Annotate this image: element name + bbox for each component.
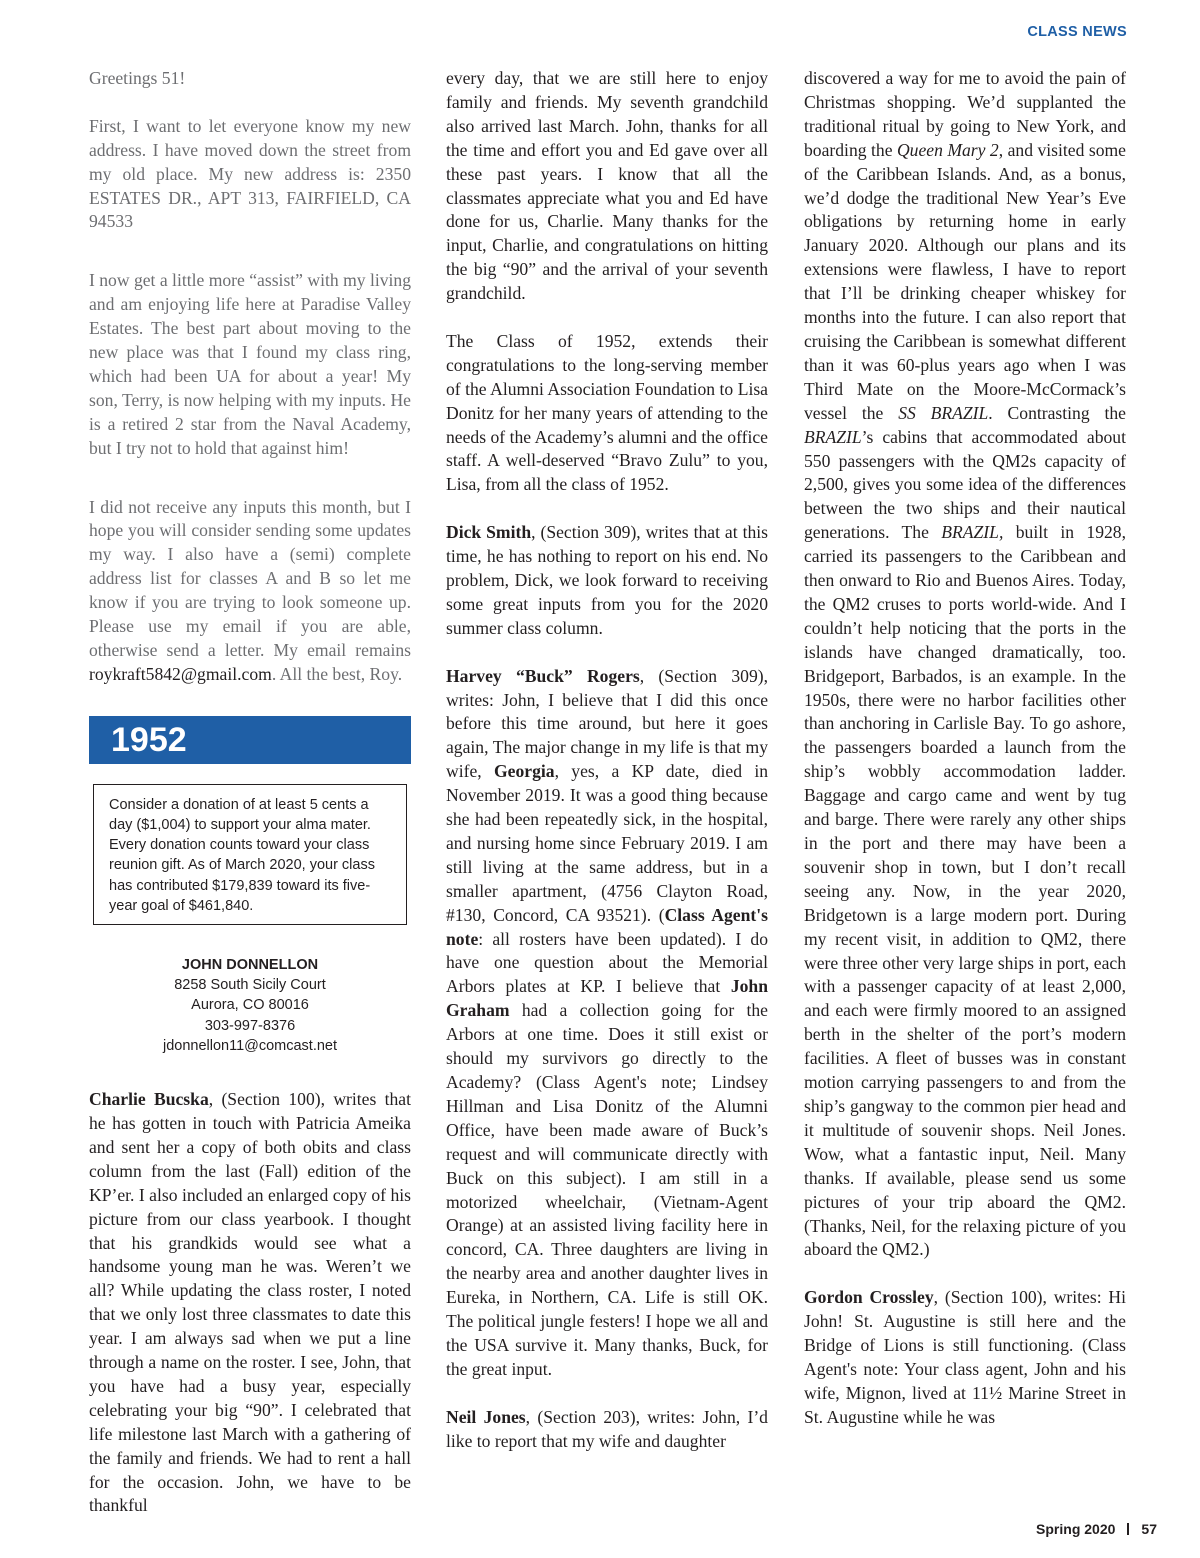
inputs-paragraph [89, 496, 411, 687]
class-year-banner: 1952 [89, 716, 411, 764]
ss-brazil-title: SS BRAZIL [898, 402, 989, 423]
issue-label: Spring 2020 [1036, 1521, 1116, 1537]
column-1 [89, 67, 411, 1518]
queen-mary-title: Queen Mary 2 [896, 139, 999, 160]
agent-email[interactable]: jdonnellon11@comcast.net [162, 1037, 338, 1054]
brazil-title-2: BRAZIL, [941, 522, 1004, 543]
harvey-text-b: , yes, a KP date, died in November 2019. It was a good thing because she had been repeatedly sick, in the hospital, and nursing home since February 2019. I am still living at the same address, but in a smaller apartment, (4756 Clayton Road, #130, Concord, CA 93521). ( [446, 761, 769, 925]
gordon-name: Gordon Crossley [804, 1287, 934, 1308]
agent-phone: 303-997-8376 [204, 1017, 296, 1034]
harvey-text-a: , (Section 309), writes: John, I believe that I did this once before this time around, but here it goes again, The major change in my life is that my wife, [446, 665, 768, 782]
inputs-closing: . All the best, Roy. [271, 663, 403, 684]
agent-note-label: Class Agent's note [446, 904, 768, 949]
gordon-paragraph [804, 1286, 1126, 1429]
gordon-text: , (Section 100), writes: Hi John! St. Augustine is still here and the Bridge of Lions is still functioning. (Class Agent's note: Your class agent, John and his wife, Mignon, lived at 11½ Marine Street in St. Augustine while he was [804, 1287, 1126, 1427]
neil-text-b: , and visited some of the Caribbean Islands. And, as a bonus, we’d dodge the traditional New Year’s Eve obligations by returning home in early January 2020. Although our plans and its extensions were flawless, I have to report that I’ll be drinking cheaper whiskey for months into the future. I can also report that cruising the Caribbean is somewhat different than it was 60-plus years ago when I was Third Mate on the Moore-McCormack’s vessel the [804, 139, 1126, 423]
column-3 [804, 67, 1126, 1430]
neil-text-a: discovered a way for me to avoid the pain of Christmas shopping. We’d supplanted the traditional ritual by going to New York, and boarding the [804, 68, 1126, 160]
brazil-title-1: BRAZIL [804, 426, 862, 447]
agent-name: JOHN DONNELLON [181, 957, 319, 974]
harvey-text-d: had a collection going for the Arbors at one time. Does it still exist or should my survivors go directly to the Academy? (Class Agent's note; Lindsey Hillman and Lisa Donitz of the Alumni Office, have been made aware of Buck’s request and will communicate directly with Buck on this subject). I am still in a motorized wheelchair, (Vietnam-Agent Orange) at an assisted living facility here in concord, CA. Three daughters are living in the nearby area and another daughter lives in Eureka, in Northern, CA. Life is still OK. The political jungle festers! I hope we all and the USA survive it. Many thanks, Buck, for the great input. [446, 1000, 768, 1379]
charlie-paragraph [89, 1088, 411, 1518]
dick-paragraph [446, 521, 768, 641]
neil-text-c: . Contrasting the [988, 402, 1126, 423]
neil-text: , (Section 203), writes: John, I’d like to report that my wife and daughter [446, 1406, 768, 1451]
page-footer [1036, 1521, 1157, 1537]
neil-text-d: ’s cabins that accommodated about 550 passengers with the QM2s capacity of 2,500, gives you some idea of the differences between the two ships and their nautical generations. The [804, 426, 1126, 543]
harvey-name: Harvey “Buck” Rogers [446, 665, 640, 686]
greeting: Greetings 51! [89, 68, 186, 88]
class-agent-contact [89, 955, 411, 1056]
lisa-paragraph: The Class of 1952, extends their congratulations to the long-serving member of the Alumni Association Foundation to Lisa Donitz for her many years of attending to the needs of the Academy’s alumni and the office staff. A well-deserved “Bravo Zulu” to you, Lisa, from all the class of 1952. [446, 330, 768, 495]
john-graham-name: John Graham [446, 976, 768, 1021]
charlie-text: , (Section 100), writes that he has gotten in touch with Patricia Ameika and sent her a copy of both obits and class column from the last (Fall) edition of the KP’er. I also included an enlarged copy of his picture from our class yearbook. I thought that his grandkids would see what a handsome young man he was. Weren’t we all? While updating the class roster, I noted that we only lost three classmates to date this year. I am always sad when we put a line through a name on the roster. I see, John, that you have had a busy year, especially celebrating your big “90”. I celebrated that life milestone last March with a gathering of the family and friends. We had to rent a hall for the occasion. John, we have to be thankful [89, 1089, 412, 1516]
neil-name: Neil Jones [446, 1406, 526, 1427]
page-number: 57 [1141, 1521, 1157, 1537]
inputs-text: I did not receive any inputs this month, but I hope you will consider sending some updates my way. I also have a (semi) complete address list for classes A and B so let me know if you are trying to look someone up. Please use my email if you are able, otherwise send a letter. My email remains [89, 496, 411, 661]
charlie-name: Charlie Bucska [89, 1089, 209, 1110]
neil-text-e: built in 1928, carried its passengers to the Caribbean and then onward to Rio and Buenos Aires. Today, the QM2 cruses to ports world-wide. And I couldn’t help noticing that the ports in the islands have changed dramatically, too. Bridgeport, Barbados, is an example. In the 1950s, there were no harbor facilities other than anchoring in Carlisle Bay. To go ashore, the passengers boarded a launch from the ship’s wobbly accommodation ladder. Baggage and cargo came and went by tug and barge. There were rarely any other ships in the port and there may have been a souvenir shop in town, but I don’t recall seeing any. Now, in the year 2020, Bridgetown is a large modern port. During my recent visit, in addition to QM2, there were three other very large ships in port, each with a passenger capacity of at least 2,000, and each were firmly moored to an assigned berth in the shelter of the port’s modern facilities. A fleet of busses was in constant motion carrying passengers to and from the ship’s gangway to the common pier head and it multitude of souvenir shops. Neil Jones. Wow, what a fantastic input, Neil. Many thanks. If available, please send us some pictures of your trip aboard the QM2. (Thanks, Neil, for the relaxing picture of you aboard the QM2.) [804, 522, 1126, 1260]
living-paragraph: I now get a little more “assist” with my living and am enjoying life here at Paradise Valley Estates. The best part about moving to the new place was that I found my class ring, which had been UA for about a year! My son, Terry, is now helping with my inputs. He is a retired 2 star from the Naval Academy, but I try not to hold that against him! [89, 270, 412, 458]
email-link[interactable]: roykraft5842@gmail.com [89, 663, 272, 684]
column-2 [446, 67, 768, 1454]
donation-box: Consider a donation of at least 5 cents a day ($1,004) to support your alma mater. Every donation counts toward your class reunion gift. As of March 2020, your class has contributed $179,839 toward its five-year goal of $461,840. [93, 784, 407, 925]
georgia-name: Georgia [493, 761, 555, 782]
address-paragraph: First, I want to let everyone know my new address. I have moved down the street from my old place. My new address is: 2350 ESTATES DR., APT 313, FAIRFIELD, CA 94533 [89, 115, 411, 232]
dick-text: , (Section 309), writes that at this time, he has nothing to report on his end. No problem, Dick, we look forward to receiving some great inputs from you for the 2020 summer class column. [446, 522, 768, 638]
charlie-continued: every day, that we are still here to enjoy family and friends. My seventh grandchild also arrived last March. John, thanks for all the time and effort you and Ed gave over all these past years. I know that all the classmates appreciate what you and Ed have done for us, Charlie. Many thanks for the input, Charlie, and congratulations on hitting the big “90” and the arrival of your seventh grandchild. [446, 68, 768, 304]
agent-street: 8258 South Sicily Court [174, 977, 326, 994]
neil-paragraph [446, 1406, 768, 1454]
agent-city: Aurora, CO 80016 [191, 997, 309, 1014]
harvey-text-c: : all rosters have been updated). I do have one question about the Memorial Arbors plates at KP. I believe that [446, 928, 768, 997]
section-label: CLASS NEWS [1027, 24, 1127, 40]
neil-continued [804, 67, 1126, 1262]
footer-divider [1127, 1523, 1129, 1535]
harvey-paragraph [446, 665, 768, 1382]
dick-name: Dick Smith [446, 522, 532, 543]
